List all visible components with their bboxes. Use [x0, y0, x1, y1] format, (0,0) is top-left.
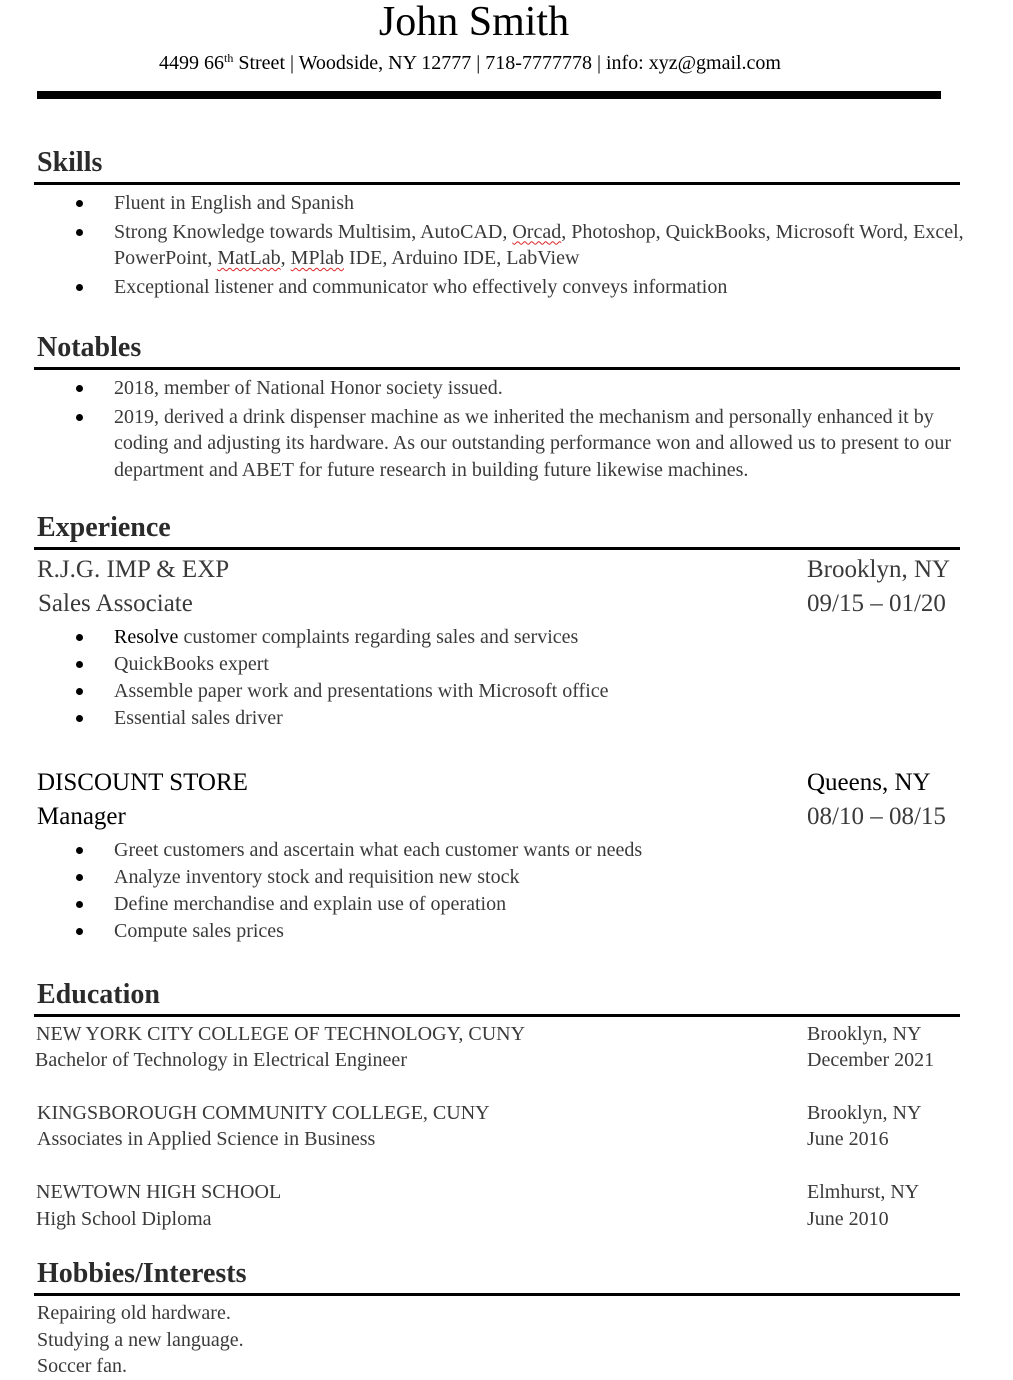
school-name: NEW YORK CITY COLLEGE OF TECHNOLOGY, CUNY	[36, 1023, 526, 1045]
notable-item: 2018, member of National Honor society issued.	[0, 375, 964, 402]
notables-divider	[34, 367, 960, 370]
experience-divider	[34, 547, 960, 550]
skill-item: Strong Knowledge towards Multisim, AutoCAD, Orcad, Photoshop, QuickBooks, Microsoft Word, Excel, PowerPoint, MatLab, MPlab IDE, Arduino IDE, LabView	[0, 219, 964, 272]
notables-list	[0, 375, 1013, 483]
bullet-icon	[76, 229, 83, 236]
job-duty: Assemble paper work and presentations with Microsoft office	[0, 678, 964, 705]
spellcheck-word[interactable]: MPlab	[290, 247, 344, 269]
spellcheck-word[interactable]: MatLab	[217, 247, 281, 269]
candidate-name: John Smith	[378, 0, 570, 45]
skills-list	[0, 190, 1013, 300]
school-name: KINGSBOROUGH COMMUNITY COLLEGE, CUNY	[37, 1102, 490, 1124]
school-location: Brooklyn, NY	[807, 1023, 922, 1045]
job-company: DISCOUNT STORE	[37, 769, 248, 796]
skill-item: Fluent in English and Spanish	[0, 190, 964, 217]
school-date: June 2010	[807, 1208, 889, 1230]
school-date: June 2016	[807, 1128, 889, 1150]
job-location: Brooklyn, NY	[807, 556, 951, 583]
job-duty: Define merchandise and explain use of operation	[0, 891, 964, 918]
hobby-item: Studying a new language.	[37, 1329, 244, 1351]
bullet-icon	[76, 284, 83, 291]
job-location: Queens, NY	[807, 769, 931, 796]
bullet-icon	[76, 200, 83, 207]
job-duty: Compute sales prices	[0, 918, 964, 945]
job-duties-list	[0, 837, 1013, 945]
contact-details: Street | Woodside, NY 12777 | 718-7777778 | info: xyz@gmail.com	[233, 52, 781, 74]
school-date: December 2021	[807, 1049, 935, 1071]
school-location: Brooklyn, NY	[807, 1102, 922, 1124]
hobbies-divider	[34, 1293, 960, 1296]
school-degree: Bachelor of Technology in Electrical Engineer	[35, 1049, 407, 1071]
bullet-icon	[76, 928, 83, 935]
bullet-icon	[76, 901, 83, 908]
job-dates: 08/10 – 08/15	[807, 803, 946, 830]
job-dates: 09/15 – 01/20	[807, 590, 946, 617]
hobby-item: Soccer fan.	[37, 1355, 127, 1377]
job-duty: Essential sales driver	[0, 705, 964, 732]
education-heading: Education	[37, 979, 160, 1010]
bullet-icon	[76, 385, 83, 392]
hobby-item: Repairing old hardware.	[37, 1302, 231, 1324]
school-degree: Associates in Applied Science in Business	[37, 1128, 376, 1150]
school-location: Elmhurst, NY	[807, 1181, 920, 1203]
experience-heading: Experience	[37, 512, 171, 543]
skill-item: Exceptional listener and communicator who effectively conveys information	[0, 274, 964, 301]
bullet-icon	[76, 847, 83, 854]
school-name: NEWTOWN HIGH SCHOOL	[36, 1181, 282, 1203]
job-title: Sales Associate	[38, 590, 193, 617]
job-company: R.J.G. IMP & EXP	[37, 556, 230, 583]
job-duty: Analyze inventory stock and requisition new stock	[0, 864, 964, 891]
job-duties-list	[0, 624, 1013, 732]
header-divider	[37, 91, 941, 99]
job-duty: Greet customers and ascertain what each customer wants or needs	[0, 837, 964, 864]
skills-heading: Skills	[37, 147, 103, 178]
notables-heading: Notables	[37, 332, 142, 363]
contact-ordinal-suffix: th	[224, 51, 234, 65]
job-duty: QuickBooks expert	[0, 651, 964, 678]
job-duty: Resolve customer complaints regarding sales and services	[0, 624, 964, 651]
education-divider	[34, 1014, 960, 1017]
bullet-icon	[76, 688, 83, 695]
contact-info	[0, 50, 940, 76]
skills-divider	[34, 182, 960, 185]
bullet-icon	[76, 874, 83, 881]
bullet-icon	[76, 661, 83, 668]
bullet-icon	[76, 715, 83, 722]
spellcheck-word[interactable]: Orcad	[512, 220, 562, 243]
hobbies-heading: Hobbies/Interests	[37, 1258, 247, 1289]
job-title: Manager	[37, 803, 126, 830]
bullet-icon	[76, 414, 83, 421]
school-degree: High School Diploma	[36, 1208, 212, 1230]
contact-street-number: 4499 66	[159, 52, 224, 74]
bullet-icon	[76, 634, 83, 641]
notable-item: 2019, derived a drink dispenser machine as we inherited the mechanism and personally enhanced it by coding and adjusting its hardware. As our outstanding performance won and allowed us to present to our department and ABET for future research in building future likewise machines.	[0, 404, 964, 484]
